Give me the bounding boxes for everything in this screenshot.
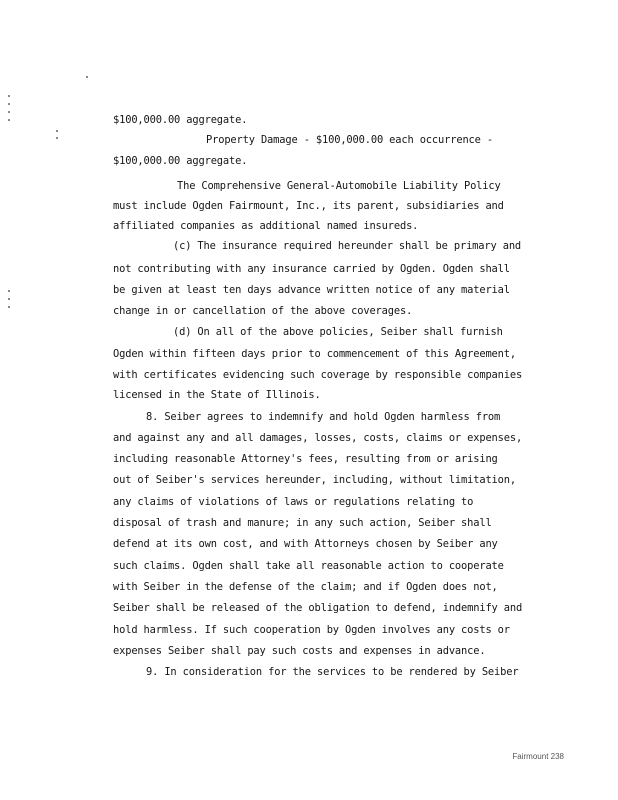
text-line: not contributing with any insurance carried by Ogden. Ogden shall [113, 263, 510, 275]
scan-speck [8, 95, 10, 97]
text-line: licensed in the State of Illinois. [113, 389, 321, 401]
text-line: and against any and all damages, losses, costs, claims or expenses, [113, 432, 523, 444]
text-line: Seiber shall be released of the obligation to defend, indemnify and [113, 602, 523, 614]
scan-speck [8, 298, 10, 300]
scan-speck [56, 137, 58, 139]
text-line: expenses Seiber shall pay such costs and expenses in advance. [113, 645, 486, 657]
text-line: (c) The insurance required hereunder shall be primary and [173, 240, 522, 252]
scan-speck [8, 119, 10, 121]
text-line: such claims. Ogden shall take all reasonable action to cooperate [113, 560, 504, 572]
scan-speck [8, 103, 10, 105]
text-line: $100,000.00 aggregate. [113, 155, 248, 167]
text-line: hold harmless. If such cooperation by Ogden involves any costs or [113, 624, 510, 636]
text-line: with Seiber in the defense of the claim; and if Ogden does not, [113, 581, 498, 593]
scan-speck [8, 290, 10, 292]
text-line: be given at least ten days advance written notice of any material [113, 284, 510, 296]
text-line: out of Seiber's services hereunder, including, without limitation, [113, 474, 516, 486]
scan-speck [56, 130, 58, 132]
text-line: $100,000.00 aggregate. [113, 114, 248, 126]
text-line: Property Damage - $100,000.00 each occurrence - [206, 134, 493, 146]
text-line: must include Ogden Fairmount, Inc., its parent, subsidiaries and [113, 200, 504, 212]
bates-stamp: Fairmount 238 [512, 752, 564, 761]
text-line: including reasonable Attorney's fees, resulting from or arising [113, 453, 498, 465]
text-line: 9. In consideration for the services to be rendered by Seiber [146, 666, 519, 678]
text-line: with certificates evidencing such coverage by responsible companies [113, 369, 523, 381]
text-line: any claims of violations of laws or regulations relating to [113, 496, 474, 508]
scan-speck [8, 306, 10, 308]
scan-speck [8, 111, 10, 113]
text-line: affiliated companies as additional named insureds. [113, 220, 419, 232]
text-line: defend at its own cost, and with Attorneys chosen by Seiber any [113, 538, 498, 550]
text-line: change in or cancellation of the above coverages. [113, 305, 413, 317]
text-line: 8. Seiber agrees to indemnify and hold Ogden harmless from [146, 411, 501, 423]
text-line: disposal of trash and manure; in any such action, Seiber shall [113, 517, 492, 529]
text-line: Ogden within fifteen days prior to commencement of this Agreement, [113, 348, 516, 360]
text-line: (d) On all of the above policies, Seiber shall furnish [173, 326, 503, 338]
text-line: The Comprehensive General-Automobile Liability Policy [177, 180, 501, 192]
scan-speck [86, 76, 88, 78]
